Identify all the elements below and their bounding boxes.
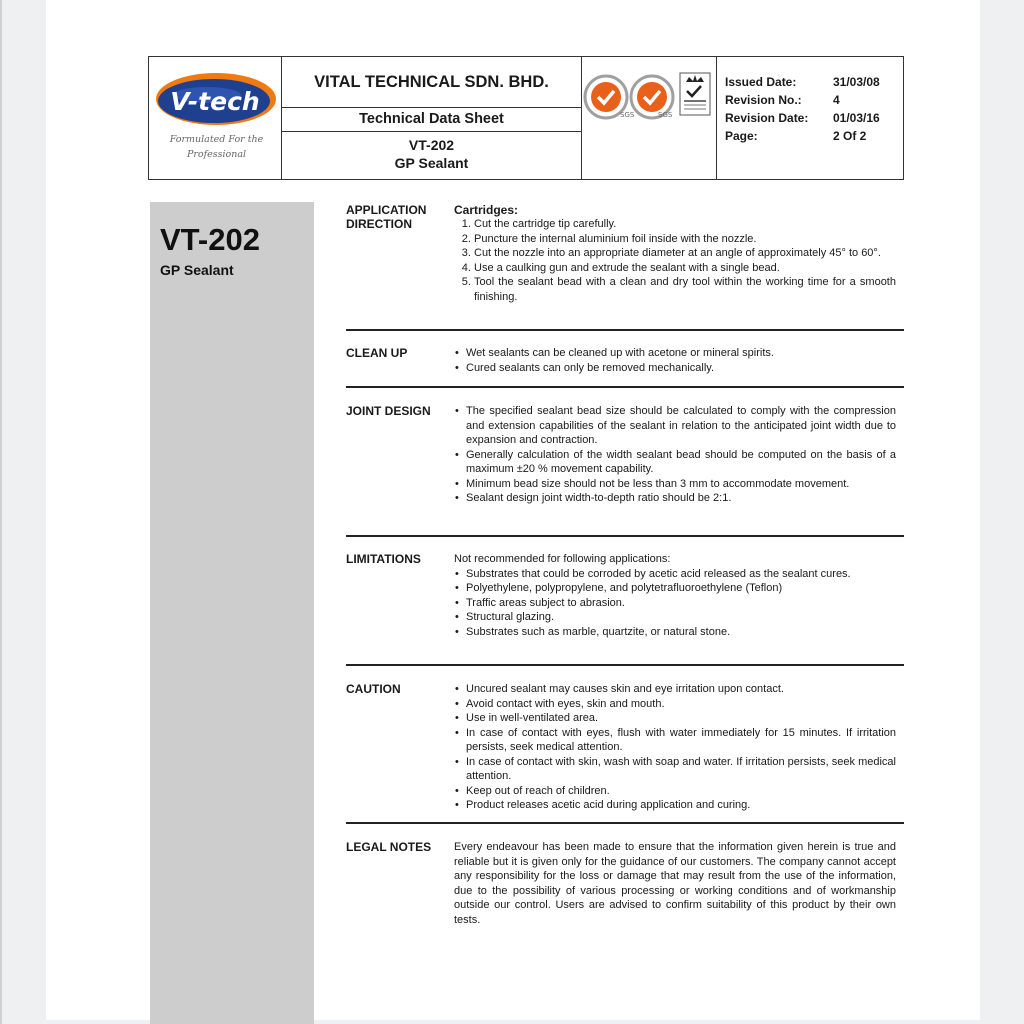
section-label: CLEAN UP	[346, 346, 408, 360]
section-body	[454, 840, 896, 927]
list-item: • Substrates that could be corroded by acetic acid released as the sealant cures.	[466, 567, 896, 582]
meta-key: Revision Date:	[725, 111, 809, 125]
meta-value: 31/03/08	[833, 75, 880, 89]
section-body	[454, 552, 896, 639]
title-cell	[282, 57, 582, 179]
meta-key: Revision No.:	[725, 93, 802, 107]
logo-cell	[149, 57, 282, 179]
meta-issued-date	[725, 75, 895, 93]
application-steps	[454, 217, 896, 304]
list-item: • Wet sealants can be cleaned up with acetone or mineral spirits.	[466, 346, 896, 361]
list-item: • Generally calculation of the width sealant bead should be computed on the basis of a maximum ±20 % movement capability.	[466, 448, 896, 477]
section-divider	[346, 386, 904, 388]
list-item: • Avoid contact with eyes, skin and mouth.	[466, 697, 896, 712]
meta-revision-no	[725, 93, 895, 111]
list-item: 2. Puncture the internal aluminium foil inside with the nozzle.	[474, 232, 896, 247]
list-item: • Use in well-ventilated area.	[466, 711, 896, 726]
list-item: 4. Use a caulking gun and extrude the sealant with a single bead.	[474, 261, 896, 276]
vtech-logo-icon	[155, 71, 277, 127]
meta-revision-date	[725, 111, 895, 129]
certification-cell	[582, 57, 717, 179]
sgs-badge-2-icon	[631, 76, 673, 119]
list-item: • The specified sealant bead size should be calculated to comply with the compression and extension capabilities of the sealant in relation to the anticipated joint width due to expansion and contraction.	[466, 404, 896, 448]
list-item: • Substrates such as marble, quartzite, or natural stone.	[466, 625, 896, 640]
joint-list	[454, 404, 896, 506]
list-item: • Uncured sealant may causes skin and eye irritation upon contact.	[466, 682, 896, 697]
section-label: CAUTION	[346, 682, 401, 696]
company-name: VITAL TECHNICAL SDN. BHD.	[282, 57, 581, 108]
document-header	[148, 56, 904, 180]
logo-tagline	[169, 132, 264, 162]
certification-logos	[582, 65, 715, 135]
list-item: • Cured sealants can only be removed mechanically.	[466, 361, 896, 376]
meta-value: 4	[833, 93, 840, 107]
caution-list	[454, 682, 896, 813]
limitations-intro: Not recommended for following applications:	[454, 553, 671, 565]
list-item: 1. Cut the cartridge tip carefully.	[474, 217, 896, 232]
meta-value: 2 Of 2	[833, 129, 867, 143]
application-subtitle: Cartridges:	[454, 203, 519, 217]
meta-key: Page:	[725, 129, 758, 143]
list-item: 3. Cut the nozzle into an appropriate diameter at an angle of approximately 45° to 60°.	[474, 246, 896, 261]
document-meta	[717, 57, 903, 179]
section-body	[454, 203, 896, 304]
sidebar-product-code: VT-202	[160, 222, 260, 257]
list-item: • Structural glazing.	[466, 610, 896, 625]
section-label: LIMITATIONS	[346, 552, 421, 566]
meta-page	[725, 129, 895, 147]
section-label: APPLICATION DIRECTION	[346, 203, 427, 231]
list-item: • Sealant design joint width-to-depth ratio should be 2:1.	[466, 491, 896, 506]
legal-text: Every endeavour has been made to ensure that the information given herein is true and reliable but it is given only for the guidance of our customers. The company cannot accept any responsibility for the loss or damage that may result from the use of the information, due to the possibility of various processing or working conditions and of workmanship outside our control. Users are advised to confirm suitability of this product by their own tests.	[454, 841, 896, 926]
logo-wordmark: V-tech	[170, 87, 260, 116]
section-divider	[346, 535, 904, 537]
list-item: • Polyethylene, polypropylene, and polytetrafluoroethylene (Teflon)	[466, 581, 896, 596]
section-body	[454, 682, 896, 813]
section-divider	[346, 329, 904, 331]
section-divider	[346, 664, 904, 666]
meta-value: 01/03/16	[833, 111, 880, 125]
list-item: 5. Tool the sealant bead with a clean and dry tool within the working time for a smooth finishing.	[474, 275, 896, 304]
header-product-name: GP Sealant	[394, 155, 469, 171]
meta-key: Issued Date:	[725, 75, 797, 89]
list-item: • Traffic areas subject to abrasion.	[466, 596, 896, 611]
tagline-line-2: Professional	[186, 149, 247, 160]
product-sidebar	[150, 202, 314, 1024]
section-body	[454, 346, 896, 375]
sgs-badge-1-icon	[585, 76, 635, 119]
sgs-label-2: SGS	[658, 111, 673, 119]
left-gutter	[0, 0, 46, 1024]
limitations-list	[454, 567, 896, 640]
sgs-label-1: SGS	[620, 111, 635, 119]
sidebar-product-name: GP Sealant	[160, 262, 234, 278]
ukas-crown-icon	[680, 73, 710, 115]
section-body	[454, 404, 896, 506]
section-label: JOINT DESIGN	[346, 404, 431, 418]
header-product-code: VT-202	[408, 137, 455, 153]
cleanup-list	[454, 346, 896, 375]
section-divider	[346, 822, 904, 824]
list-item: • Keep out of reach of children.	[466, 784, 896, 799]
list-item: • In case of contact with skin, wash with soap and water. If irritation persists, seek medical attention.	[466, 755, 896, 784]
tagline-line-1: Formulated For the	[169, 134, 264, 145]
document-type: Technical Data Sheet	[282, 107, 581, 132]
list-item: • In case of contact with eyes, flush with water immediately for 15 minutes. If irritation persists, seek medical attention.	[466, 726, 896, 755]
list-item: • Product releases acetic acid during application and curing.	[466, 798, 896, 813]
list-item: • Minimum bead size should not be less than 3 mm to accommodate movement.	[466, 477, 896, 492]
right-gutter	[980, 0, 1024, 1024]
section-label: LEGAL NOTES	[346, 840, 432, 854]
